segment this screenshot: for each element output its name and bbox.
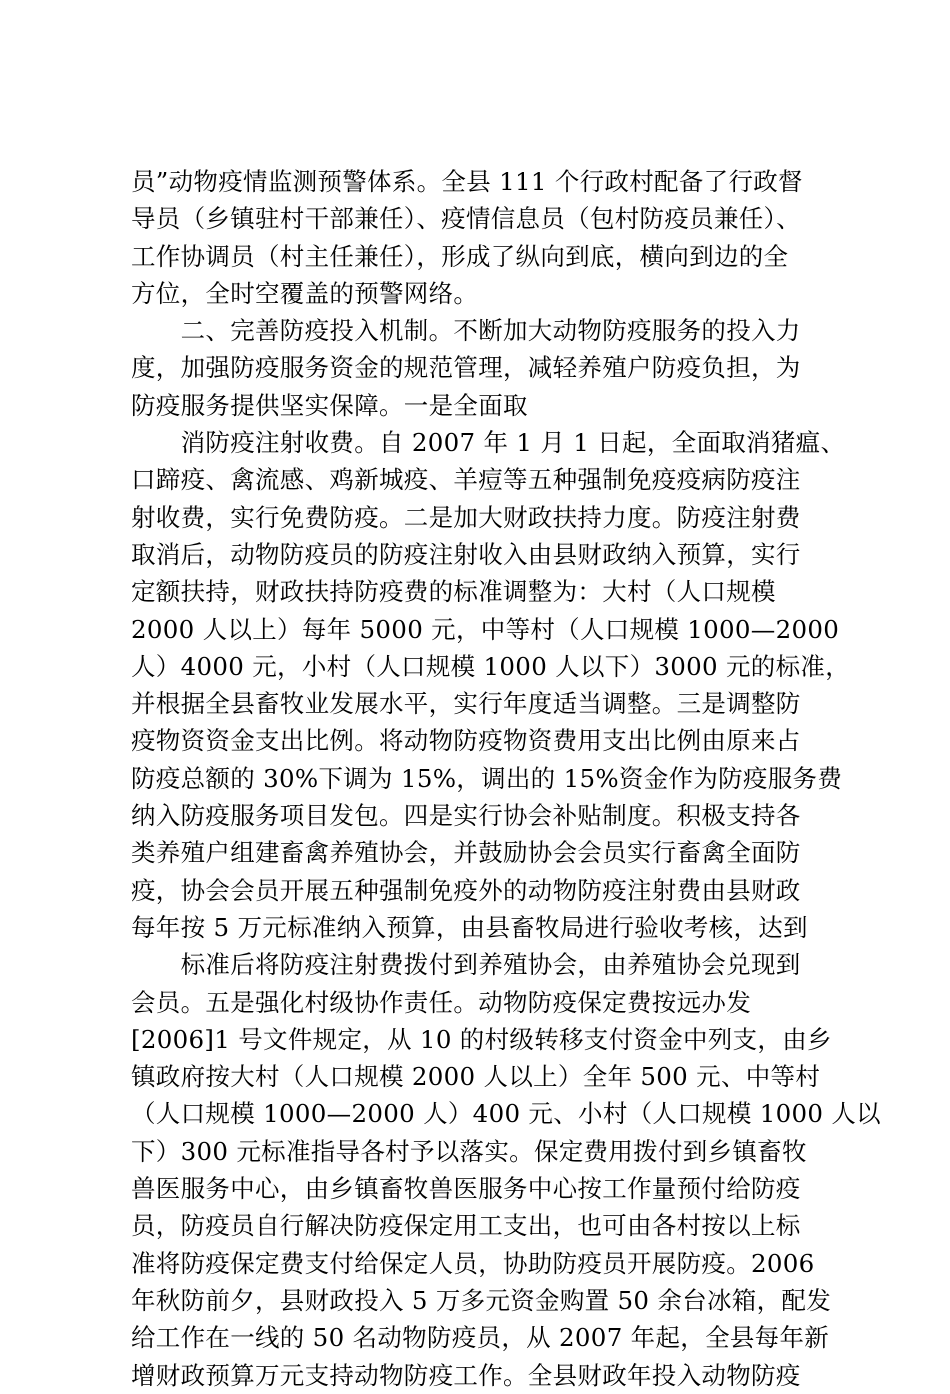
text-line: 兽医服务中心，由乡镇畜牧兽医服务中心按工作量预付给防疫 [131,1174,801,1204]
text-line: 2000 人以上）每年 5000 元，中等村（人口规模 1000—2000 [131,614,840,644]
text-line: 射收费，实行免费防疫。二是加大财政扶持力度。防疫注射费 [131,502,801,532]
text-line: 消防疫注射收费。自 2007 年 1 月 1 日起，全面取消猪瘟、 [131,428,846,458]
text-line: （人口规模 1000—2000 人）400 元、小村（人口规模 1000 人以 [131,1099,881,1129]
text-line: 年秋防前夕，县财政投入 5 万多元资金购置 50 余台冰箱，配发 [131,1285,832,1315]
text-line: 防疫总额的 30%下调为 15%，调出的 15%资金作为防疫服务费 [131,763,843,793]
text-line: 给工作在一线的 50 名动物防疫员，从 2007 年起，全县每年新 [131,1323,830,1353]
text-line: 标准后将防疫注射费拨付到养殖协会，由养殖协会兑现到 [131,950,801,980]
text-line: 二、完善防疫投入机制。不断加大动物防疫服务的投入力 [131,316,801,346]
text-line: 定额扶持，财政扶持防疫费的标准调整为：大村（人口规模 [131,577,776,607]
text-line: 类养殖户组建畜禽养殖协会，并鼓励协会会员实行畜禽全面防 [131,838,801,868]
text-line: 度，加强防疫服务资金的规范管理，减轻养殖户防疫负担，为 [131,353,801,383]
text-line: 人）4000 元，小村（人口规模 1000 人以下）3000 元的标准， [131,651,851,681]
body-text [131,163,881,1394]
text-line: 并根据全县畜牧业发展水平，实行年度适当调整。三是调整防 [131,689,801,719]
text-line: 会员。五是强化村级协作责任。动物防疫保定费按远办发 [131,987,751,1017]
text-line: 方位，全时空覆盖的预警网络。 [131,278,479,308]
text-line: [2006]1 号文件规定，从 10 的村级转移支付资金中列支，由乡 [131,1024,832,1054]
text-line: 导员（乡镇驻村干部兼任）、疫情信息员（包村防疫员兼任）、 [131,204,801,234]
text-line: 纳入防疫服务项目发包。四是实行协会补贴制度。积极支持各 [131,801,801,831]
text-line: 员”动物疫情监测预警体系。全县 111 个行政村配备了行政督 [131,167,803,196]
text-line: 疫，协会会员开展五种强制免疫外的动物防疫注射费由县财政 [131,875,801,905]
text-line: 下）300 元标准指导各村予以落实。保定费用拨付到乡镇畜牧 [131,1136,807,1166]
text-line: 增财政预算万元支持动物防疫工作。全县财政年投入动物防疫 [131,1360,801,1390]
text-line: 镇政府按大村（人口规模 2000 人以上）全年 500 元、中等村 [131,1062,821,1092]
text-line: 防疫服务提供坚实保障。一是全面取 [131,390,528,420]
text-line: 员，防疫员自行解决防疫保定用工支出，也可由各村按以上标 [131,1211,801,1241]
text-line: 取消后，动物防疫员的防疫注射收入由县财政纳入预算，实行 [131,539,801,569]
text-line: 准将防疫保定费支付给保定人员，协助防疫员开展防疫。2006 [131,1248,815,1278]
text-line: 工作协调员（村主任兼任），形成了纵向到底，横向到边的全 [131,241,789,271]
text-line: 疫物资资金支出比例。将动物防疫物资费用支出比例由原来占 [131,726,801,756]
text-line: 每年按 5 万元标准纳入预算，由县畜牧局进行验收考核，达到 [131,912,808,942]
text-line: 口蹄疫、禽流感、鸡新城疫、羊痘等五种强制免疫疫病防疫注 [131,465,801,495]
